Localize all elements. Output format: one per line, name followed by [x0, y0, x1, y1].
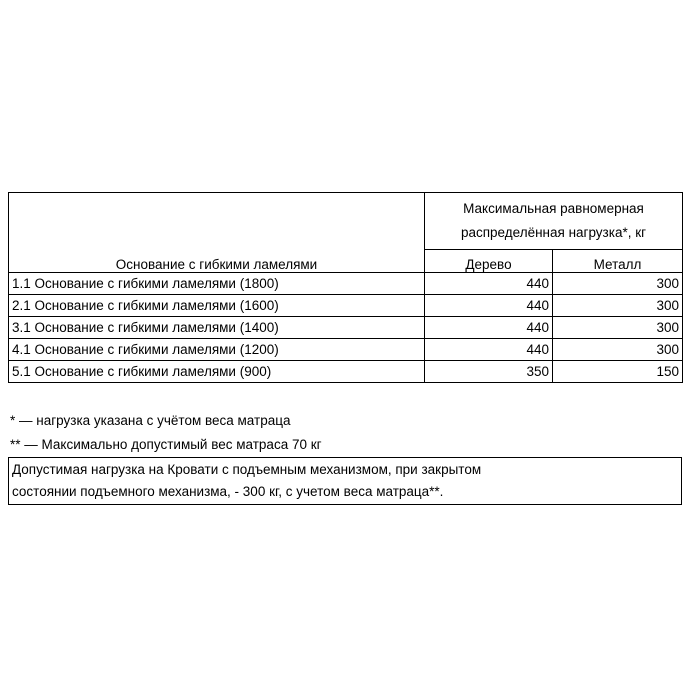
row-name: 1.1 Основание с гибкими ламелями (1800) — [9, 273, 425, 295]
row-name: 5.1 Основание с гибкими ламелями (900) — [9, 361, 425, 383]
lift-mechanism-note — [8, 457, 682, 505]
table-row — [9, 361, 683, 383]
base-column-header-label: Основание с гибкими ламелями — [115, 257, 318, 272]
lift-mechanism-note-line2: состоянии подъемного механизма, - 300 кг, с учетом веса матраца**. — [12, 484, 444, 499]
row-metal-load: 150 — [553, 361, 683, 383]
load-capacity-table — [8, 192, 683, 383]
row-metal-load: 300 — [553, 339, 683, 361]
wood-column-header: Дерево — [425, 250, 553, 273]
row-wood-load: 440 — [425, 339, 553, 361]
row-wood-load: 440 — [425, 273, 553, 295]
max-load-header — [425, 193, 683, 250]
metal-column-header: Металл — [553, 250, 683, 273]
row-wood-load: 440 — [425, 317, 553, 339]
lift-mechanism-note-line1: Допустимая нагрузка на Кровати с подъемным механизмом, при закрытом — [12, 462, 482, 477]
row-name: 3.1 Основание с гибкими ламелями (1400) — [9, 317, 425, 339]
table-row — [9, 339, 683, 361]
max-mattress-weight-note: ** — Максимально допустимый вес матраса 70 кг — [10, 437, 322, 452]
table-row — [9, 295, 683, 317]
row-metal-load: 300 — [553, 273, 683, 295]
row-wood-load: 350 — [425, 361, 553, 383]
row-wood-load: 440 — [425, 295, 553, 317]
max-load-header-line1: Максимальная равномерная — [463, 201, 644, 217]
base-column-header — [9, 193, 425, 273]
row-name: 2.1 Основание с гибкими ламелями (1600) — [9, 295, 425, 317]
max-load-header-line2: распределённая нагрузка*, кг — [460, 225, 647, 241]
mattress-weight-note: * — нагрузка указана с учётом веса матраца — [10, 413, 291, 428]
table-row — [9, 317, 683, 339]
row-name: 4.1 Основание с гибкими ламелями (1200) — [9, 339, 425, 361]
table-row — [9, 273, 683, 295]
row-metal-load: 300 — [553, 317, 683, 339]
row-metal-load: 300 — [553, 295, 683, 317]
